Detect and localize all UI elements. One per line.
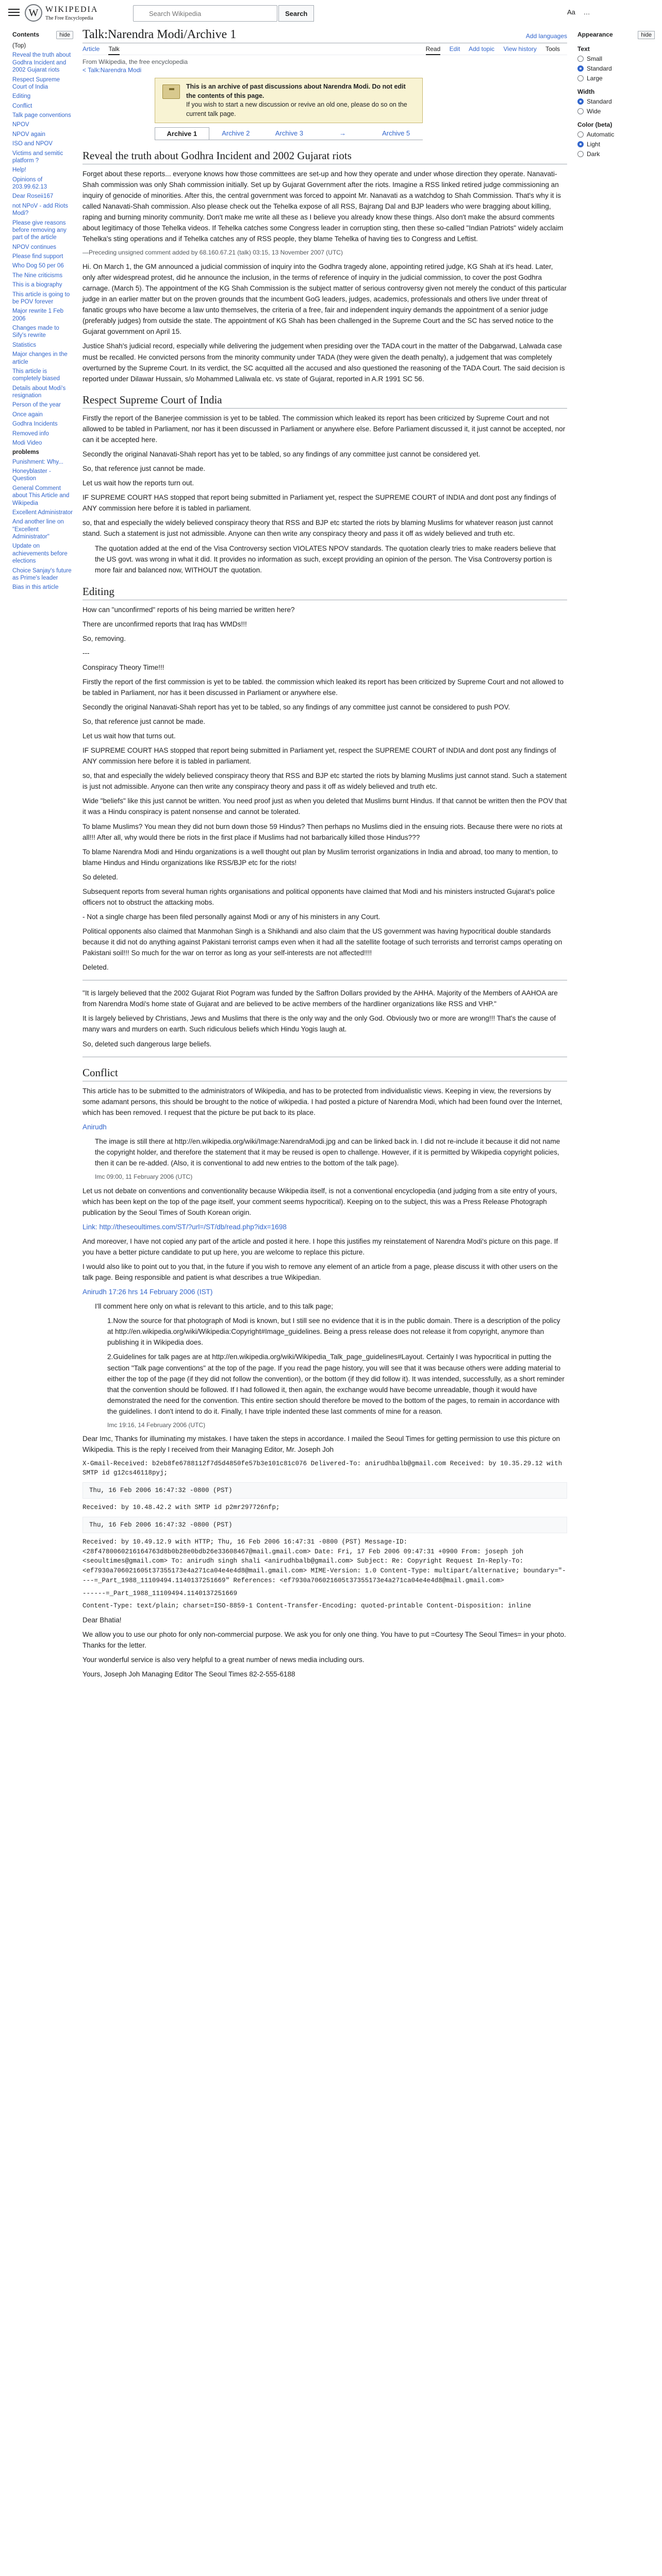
paragraph: Let us not debate on conventions and conventionality because Wikipedia itself, is not a conventional encyclopedia (and judging from a site entry of yours, which has been kept on the top of the page itself, your comment seems hypocritical). Keeping on to the subject, this was a Press Release Photograph publication by the Seoul Times of South Korean origin.	[82, 1187, 557, 1216]
appearance-option-label: Light	[587, 141, 601, 148]
toc-item[interactable]: problems	[12, 449, 39, 456]
toc-item[interactable]: Statistics	[12, 342, 37, 348]
paragraph: There are unconfirmed reports that Iraq has WMDs!!!	[82, 620, 247, 628]
indented-comment: The quotation added at the end of the Visa Controversy section VIOLATES NPOV standards. The quotation clearly tries to make readers believe that the US govt. was wrong in what it did. It provides no information as such, except providing an opinion of the person. The Visa Controversy portion is more fair and balanced now, WITHOUT the quotation.	[95, 545, 556, 574]
paragraph: Dear Imc, Thanks for illuminating my mistakes. I have taken the steps in accordance. I mailed the Seoul Times for getting permission to use this picture on Wikipedia. This is the reply I received from their Managing Editor, Mr. Joseph Joh	[82, 1435, 560, 1454]
radio-icon[interactable]	[577, 98, 584, 105]
section-heading-conflict: Conflict	[82, 1066, 567, 1081]
more-options-icon[interactable]: …	[583, 8, 590, 16]
toc-item[interactable]: General Comment about This Article and Wikipedia	[12, 485, 70, 506]
toc-item[interactable]: Changes made to Sify's rewrite	[12, 325, 59, 339]
email-date-block: Thu, 16 Feb 2006 16:47:32 -0800 (PST)	[82, 1482, 567, 1499]
search-input[interactable]	[133, 5, 277, 22]
paragraph: Subsequent reports from several human rights organisations and political opponents have claimed that Modi and his ministers instructed Gujarat's police officers not to obstruct the attacking mobs.	[82, 887, 555, 906]
tab-view-history[interactable]: View history	[503, 45, 537, 53]
archive-navigation	[155, 127, 423, 140]
toc-item[interactable]: Update on achievements before elections	[12, 543, 68, 565]
toc-list	[12, 42, 73, 591]
toc-item[interactable]: Editing	[12, 93, 31, 100]
user-link-anirudh[interactable]: Anirudh	[82, 1123, 107, 1131]
main-content	[82, 28, 567, 1683]
toc-item[interactable]: Help!	[12, 167, 26, 174]
radio-icon[interactable]	[577, 141, 584, 147]
appearance-panel	[577, 31, 655, 160]
archive-notice	[155, 78, 423, 123]
page-tabs	[82, 45, 567, 55]
archive-notice-text-1: This is an archive of past discussions about Narendra Modi. Do not edit the contents of this page.	[186, 83, 406, 99]
paragraph: Let us wait how the reports turn out.	[82, 479, 194, 487]
wikipedia-wordmark[interactable]: WIKIPEDIA	[45, 5, 98, 14]
paragraph: How can "unconfirmed" reports of his being married be written here?	[82, 605, 295, 614]
appearance-option[interactable]	[577, 65, 655, 72]
archive-nav-3[interactable]: Archive 3	[275, 129, 304, 137]
archive-nav-arrow[interactable]: →	[339, 129, 346, 137]
appearance-groups	[577, 45, 655, 158]
signature: Imc 09:00, 11 February 2006 (UTC)	[95, 1173, 193, 1181]
archive-notice-text-2: If you wish to start a new discussion or revive an old one, please do so on the current talk page.	[186, 101, 407, 117]
wikipedia-logo[interactable]: W	[25, 4, 42, 22]
paragraph: So, removing.	[82, 634, 126, 642]
email-date-block: Thu, 16 Feb 2006 16:47:32 -0800 (PST)	[82, 1517, 567, 1533]
paragraph: ---	[82, 649, 90, 657]
paragraph: So, that reference just cannot be made.	[82, 464, 206, 472]
email-body: We allow you to use our photo for only non-commercial purpose. We ask you for only one thing. You have to put =Courtesy The Seoul Times= in your photo. Thanks for the letter.	[82, 1631, 566, 1650]
paragraph: And moreover, I have not copied any part of the article and posted it here. I hope this justifies my reinstatement of Narendra Modi's picture on this page. If you have a better picture candidate to put up here, you are welcome to replace this picture.	[82, 1237, 558, 1256]
toc-item[interactable]: Punishment: Why...	[12, 459, 63, 465]
paragraph: I'll comment here only on what is relevant to this article, and to this talk page;	[95, 1302, 333, 1311]
email-body: Your wonderful service is also very helpful to a great number of news media including ours.	[82, 1656, 365, 1664]
paragraph: so, that and especially the widely believed conspiracy theory that RSS and BJP etc started the riots by blaming Muslims for whatever reason just cannot stand. Such a statement is just not admissible. Anyone can then write any conspiracy theory and pass it off as widely believed and truth etc.	[82, 519, 553, 538]
paragraph: Deleted.	[82, 963, 109, 972]
breadcrumb-link[interactable]: < Talk:Narendra Modi	[82, 66, 142, 74]
paragraph: Forget about these reports... everyone knows how those committees are set-up and how they operate and under whose direction they operate. Nanavati-Shah commission was only Shah commission initially. Set up by Gujarat Government after the riots. Imagine a RSS linked retired judge commissioning an inquiry of genocide of minorities. After this, the central government was forced to appoint Mr. Nanavati as a watchdog to Shah Commission. That's why it is called Nanavati-Shah commission. Also please check out the Tehelka expose of all RSS, Bajrang Dal and BJP leaders who were bragging about killing, raping and burning minority community. Don't make me write all these as I believe you already know these things. Also don't make the absurd comments about legitimacy of those Tehelka videos. If Tehelka catches some Congress leader in corruption sting, then these so-called "Indian Patriots" widely acclaim Tehelka's sting operations and if Tehelka catches any of RSS people, they blame Tehelka of having ties to Congress and Leftist.	[82, 170, 564, 243]
toc-item[interactable]: Who Dog 50 per 06	[12, 263, 64, 269]
toc-item[interactable]: Bias in this article	[12, 584, 59, 591]
paragraph: Conspiracy Theory Time!!!	[82, 663, 164, 671]
toc-item[interactable]: Honeyblaster - Question	[12, 468, 51, 482]
toc-item[interactable]: Once again	[12, 411, 43, 418]
search-button[interactable]: Search	[278, 5, 314, 22]
section-heading-editing: Editing	[82, 585, 567, 600]
toc-item[interactable]: ISO and NPOV	[12, 141, 53, 147]
email-header: Received: by 10.48.42.2 with SMTP id p2mr297726nfp;	[82, 1504, 280, 1512]
toc-item[interactable]: NPOV again	[12, 131, 45, 138]
radio-icon[interactable]	[577, 151, 584, 157]
paragraph: Secondly the original Nanavati-Shah report has yet to be tabled, so any findings of any committee just cannot be considered yet.	[82, 450, 481, 458]
tab-add-topic[interactable]: Add topic	[468, 45, 495, 53]
add-languages-button[interactable]: Add languages	[525, 32, 567, 40]
tab-talk[interactable]: Talk	[108, 45, 119, 55]
tab-tools[interactable]: Tools	[545, 45, 560, 53]
page-title: Talk:Narendra Modi/Archive 1	[82, 28, 237, 41]
appearance-option[interactable]	[577, 98, 655, 105]
archive-box-icon	[162, 84, 180, 99]
paragraph: - Not a single charge has been filed personally against Modi or any of his ministers in any Court.	[82, 912, 380, 921]
toc-item[interactable]: Person of the year	[12, 402, 61, 409]
table-of-contents	[12, 31, 73, 594]
appearance-option-label: Automatic	[587, 131, 615, 138]
radio-icon[interactable]	[577, 65, 584, 72]
paragraph: Firstly the report of the Banerjee commission is yet to be tabled. The commission which leaked its report has been criticized by Supreme Court and not allowed to be tabled in Parliament, nor has it been discussed in Parliament or anywhere else. Before Parliament discussed it, it just cannot be accepted, nor can it be accepted here.	[82, 414, 566, 444]
appearance-title: Appearance	[577, 31, 613, 38]
paragraph: So deleted.	[82, 873, 118, 881]
appearance-option-label: Wide	[587, 108, 601, 115]
paragraph: Let us wait how that turns out.	[82, 732, 176, 740]
appearance-option[interactable]	[577, 141, 655, 148]
email-header: X-Gmail-Received: b2eb8fe6788112f7d5d4850fe57b3e101c81c076 Delivered-To: anirudhbalb@gmail.com Received: by 10.35.29.12 with SMTP id g12cs46118pyj;	[82, 1460, 562, 1477]
toc-item[interactable]: not NPoV - add Riots Modi?	[12, 202, 69, 217]
paragraph: Political opponents also claimed that Manmohan Singh is a Shikhandi and also claim that the US government was having hypocritical double standards because it did not do anything against Pakistani terrorist camps even when it had all the satellite footage of such terrorists and terrorist camps operating on Pakistani soil!!! So much for the war on terror as long as your self-interests are not affected!!!!	[82, 927, 562, 957]
toc-item[interactable]: Please give reasons before removing any part of the article	[12, 219, 67, 241]
paragraph: so, that and especially the widely believed conspiracy theory that RSS and BJP etc started the riots by blaming Muslims just cannot stand. Such a statement is just not admissible. Anyone can then write any conspiracy theory and pass it off as widely believed and truth etc.	[82, 772, 567, 791]
user-tools	[567, 8, 597, 16]
wikipedia-tagline: The Free Encyclopedia	[45, 15, 93, 21]
toc-item[interactable]: Excellent Administrator	[12, 509, 73, 516]
toc-item[interactable]: This article is going to be POV forever	[12, 291, 70, 305]
paragraph: It is largely believed by Christians, Jews and Muslims that there is the only way and the only God. Obviously two or more are wrong!!! That's the cause of many wars and murders on earth. Such ridiculous beliefs which Hindu Yogis laugh at.	[82, 1014, 556, 1033]
appearance-option-label: Standard	[587, 98, 612, 105]
paragraph: 2.Guidelines for talk pages are at http://en.wikipedia.org/wiki/Wikipedia_Talk_page_guidelines#Layout. Certainly I was hypocritical in putting the section "Talk page conventions" at the top of the page. If you read the page history, you will see that it was because others were adding material to either the top of the page (if they did not follow the convention), or the bottom (if they did follow it). It was intended, successfully, as a short reminder that the convention should be followed. If I had followed it, then again, the exchange would have become unreadable, though it would have demonstrated the need for the convention. This entire section should therefore be moved to the bottom of the pages, to remain in accordance with the guidelines. I don't intend to do it. Finally, I have triple indented these last comments of mine for a reason.	[107, 1353, 565, 1415]
radio-icon[interactable]	[577, 108, 584, 114]
appearance-option[interactable]	[577, 131, 655, 138]
paragraph: So, deleted such dangerous large beliefs.	[82, 1040, 212, 1048]
paragraph: "It is largely believed that the 2002 Gujarat Riot Pogram was funded by the Saffron Dollars provided by the AHHA. Majority of the Members of AAHOA are from Narendra Modi's home state of Gujarat and are believed to be active members of the hardliner organizations like RSS and VHP."	[82, 989, 558, 1008]
section-heading-supreme-court: Respect Supreme Court of India	[82, 394, 567, 409]
archive-nav-5[interactable]: Archive 5	[382, 129, 410, 137]
site-header	[0, 0, 662, 26]
paragraph: Hi. On March 1, the GM announced a judicial commission of inquiry into the Godhra tragedy alone, appointing retired judge, KG Shah at it's head. Later, only after widespread protest, did he announce the inclusion, in the terms of reference of inquiry in the judicial commission, to cover the post Godhra carnage. (March 5). The appointment of the KG Shah Commission is the subject matter of serious controversy given not merely the conduct of this particular judge in an earlier matter but on the proven grounds that the incumbent GoG leaders, judges, academics, professionals and others live under threat of fanatic groups who have become a law unto themselves, the criteria of a free, fair and independent inquiry demands the appointment of a senior judge (preferably judges) from outside the state. The appointment of KG Shah has been challenged in the Supreme Court and the SC has served notice to the Gujarat government on April 15.	[82, 263, 567, 336]
toc-title: Contents	[12, 31, 39, 38]
radio-icon[interactable]	[577, 131, 584, 138]
paragraph: Firstly the report of the first commission is yet to be tabled. the commission which leaked its report has been criticized by Supreme Court and not allowed to be tabled in Parliament, nor has it been discussed in Parliament or anywhere else.	[82, 677, 564, 697]
appearance-option-label: Dark	[587, 150, 600, 158]
toc-item[interactable]: Respect Supreme Court of India	[12, 76, 60, 90]
paragraph: Secondly the original Nanavati-Shah report has yet to be tabled, so any findings of any committee just cannot be considered to push POV.	[82, 703, 510, 711]
appearance-option[interactable]	[577, 108, 655, 115]
email-body: Yours, Joseph Joh Managing Editor The Seoul Times 82-2-555-6188	[82, 1670, 295, 1679]
archive-nav-2[interactable]: Archive 2	[222, 129, 250, 137]
appearance-group-label: Text	[577, 45, 590, 53]
page-subtitle: From Wikipedia, the free encyclopedia	[82, 58, 188, 65]
toc-item[interactable]: Opinions of 203.99.62.13	[12, 176, 47, 190]
toc-item[interactable]: This is a biography	[12, 282, 62, 289]
tab-article[interactable]: Article	[82, 45, 100, 53]
email-boundary: ------=_Part_1988_11109494.1140137251669	[82, 1589, 238, 1597]
toc-item[interactable]: This article is completely biased	[12, 368, 60, 382]
radio-icon[interactable]	[577, 56, 584, 62]
radio-icon[interactable]	[577, 75, 584, 81]
paragraph: Wide "beliefs" like this just cannot be written. You need proof just as when you deleted that Muslims burnt Hindus. If that cannot be written then the POV that it was a Hindu conspiracy is patent nonsense and cannot be tolerated.	[82, 797, 567, 816]
main-menu-icon[interactable]	[8, 7, 20, 18]
toc-item[interactable]: NPOV	[12, 122, 29, 128]
appearance-group-label: Color (beta)	[577, 121, 613, 128]
toc-item[interactable]: Modi Video	[12, 439, 42, 446]
paragraph: To blame Narendra Modi and Hindu organizations is a well thought out plan by Muslim terrorist organizations in India and abroad, too many to mention, to blame Hindus and Hindu organizations like RSS/BJP etc for the riots!	[82, 848, 558, 867]
appearance-option[interactable]	[577, 150, 655, 158]
toc-item[interactable]: Details about Modi's resignation	[12, 385, 66, 399]
toc-item[interactable]: Godhra Incidents	[12, 421, 58, 428]
appearance-option[interactable]	[577, 75, 655, 82]
toc-item[interactable]: NPOV continues	[12, 244, 57, 250]
toc-item[interactable]: (Top)	[12, 43, 26, 49]
archive-nav-1: Archive 1	[155, 127, 209, 140]
email-header: Content-Type: text/plain; charset=ISO-8859-1 Content-Transfer-Encoding: quoted-printable Content-Disposition: inline	[82, 1602, 532, 1610]
paragraph: IF SUPREME COURT HAS stopped that report being submitted in Parliament yet, respect the SUPREME COURT of INDIA and dont post any findings of ANY commission here before it is tabled in parliament.	[82, 494, 556, 513]
tab-read[interactable]: Read	[426, 45, 441, 55]
toc-hide-button[interactable]: hide	[56, 31, 73, 39]
toc-item[interactable]: Please find support	[12, 253, 63, 260]
toc-item[interactable]: Talk page conventions	[12, 112, 71, 118]
toc-item[interactable]: Major changes in the article	[12, 351, 68, 365]
appearance-option-label: Large	[587, 75, 603, 82]
tab-edit[interactable]: Edit	[449, 45, 460, 53]
email-header: Received: by 10.49.12.9 with HTTP; Thu, 16 Feb 2006 16:47:31 -0800 (PST) Message-ID: <28f4780060216164763d8b0b28e0bdb26e33608467@mail.gmail.com> Date: Fri, 17 Feb 2006 09:47:31 +0900 From: joseph joh <seoultimes@gmail.com> To: anirudh singh shali <anirudhbalb@gmail.com> Subject: Re: Copyright Request In-Reply-To: <ef7930a706021605t37355173e4a271ca04e4e4d8@mail.gmail.com> MIME-Version: 1.0 Content-Type: multipart/alternative; boundary="----=_Part_1988_11109494.1140137251669" References: <ef7930a706021605t37355173e4a271ca04e4e4d8@mail.gmail.com>	[82, 1538, 566, 1584]
paragraph: The image is still there at http://en.wikipedia.org/wiki/Image:NarendraModi.jpg and can be linked back in. I did not re-include it because it did not name the copyright holder, and therefore the statement that it may be reused is open to challenge. However, if it is permitted by Wikipedia copyright policies, then it can be re-added. (Also, it is conventional to add new entries to the bottom of the talk page).	[95, 1137, 560, 1167]
appearance-option-label: Standard	[587, 65, 612, 72]
paragraph: So, that reference just cannot be made.	[82, 718, 206, 726]
page-title-row	[82, 28, 567, 43]
toc-item[interactable]: Reveal the truth about Godhra Incident and 2002 Gujarat riots	[12, 52, 71, 74]
signature: —Preceding unsigned comment added by 68.160.67.21 (talk) 03:15, 13 November 2007 (UTC)	[82, 249, 343, 257]
paragraph: To blame Muslims? You mean they did not burn down those 59 Hindus? Then perhaps no Muslims died in the ensuing riots. Because there were no riots at all!!! After all, why would there be riots in the first place if Muslims had not barbarically killed those Hindus???	[82, 822, 562, 841]
seoul-times-link[interactable]: Link: http://theseoultimes.com/ST/?url=/ST/db/read.php?idx=1698	[82, 1223, 287, 1231]
toc-item[interactable]: Major rewrite 1 Feb 2006	[12, 308, 64, 322]
appearance-toggle[interactable]: Aa	[567, 8, 575, 16]
signature: Imc 19:16, 14 February 2006 (UTC)	[107, 1421, 206, 1429]
appearance-option[interactable]	[577, 55, 655, 62]
toc-item[interactable]: Conflict	[12, 103, 32, 109]
toc-item[interactable]: Victims and semitic platform ?	[12, 150, 63, 164]
toc-item[interactable]: Dear Roseii167	[12, 193, 54, 200]
toc-item[interactable]: And another line on "Excellent Administrator"	[12, 519, 64, 540]
toc-item[interactable]: Choice Sanjay's future as Prime's leader	[12, 567, 72, 581]
paragraph: 1.Now the source for that photograph of Modi is known, but I still see no evidence that it is in the public domain. There is a description of the policy at http://en.wikipedia.org/wiki/Wikipedia:Copyright#Image_guidelines. Being a press release does not release it from copyright, anymore than publishing it in Wikipedia does.	[107, 1317, 560, 1347]
toc-item[interactable]: The Nine criticisms	[12, 272, 63, 279]
paragraph: This article has to be submitted to the administrators of Wikipedia, and has to be protected from individualistic views. Keeping in view, the reversions by some adamant persons, this should be brought to the notice of wikipedia. I had posted a picture of Narendra Modi, which had been found over the Internet, which has been removed. I request that the picture be put back to its place.	[82, 1087, 562, 1116]
appearance-group-label: Width	[577, 88, 595, 95]
appearance-option-label: Small	[587, 55, 603, 62]
paragraph: Justice Shah's judicial record, especially while delivering the judgement when presiding over the TADA court in the matter of the Dabgarwad, Lalwada case must be recalled. He convicted persons from the minority community under TADA (they were given the death penalty), a judgement that was completely overturned by the Supreme Court. In its verdict, the SC acquitted all the accused and also questioned the reasoning of the TADA Court. The said decision is reported under Dilawar Hussain, s/o Mohammed Laliwala etc. vs state of Gujarat, reported in A.R 1991 SC 56.	[82, 342, 565, 383]
paragraph: IF SUPREME COURT HAS stopped that report being submitted in Parliament yet, respect the SUPREME COURT of INDIA and dont post any findings of ANY commission here before it is tabled in parliament.	[82, 747, 556, 766]
appearance-hide-button[interactable]: hide	[638, 31, 655, 39]
signature: Anirudh 17:26 hrs 14 February 2006 (IST)	[82, 1288, 213, 1296]
section-heading-godhra: Reveal the truth about Godhra Incident and 2002 Gujarat riots	[82, 149, 567, 164]
paragraph: I would also like to point out to you that, in the future if you wish to remove any element of an article from a page, please discuss it with other users on the talk page. Being responsible and patient is what describes a true Wikipedian.	[82, 1263, 558, 1282]
email-body: Dear Bhatia!	[82, 1616, 122, 1624]
toc-item[interactable]: Removed info	[12, 430, 49, 437]
